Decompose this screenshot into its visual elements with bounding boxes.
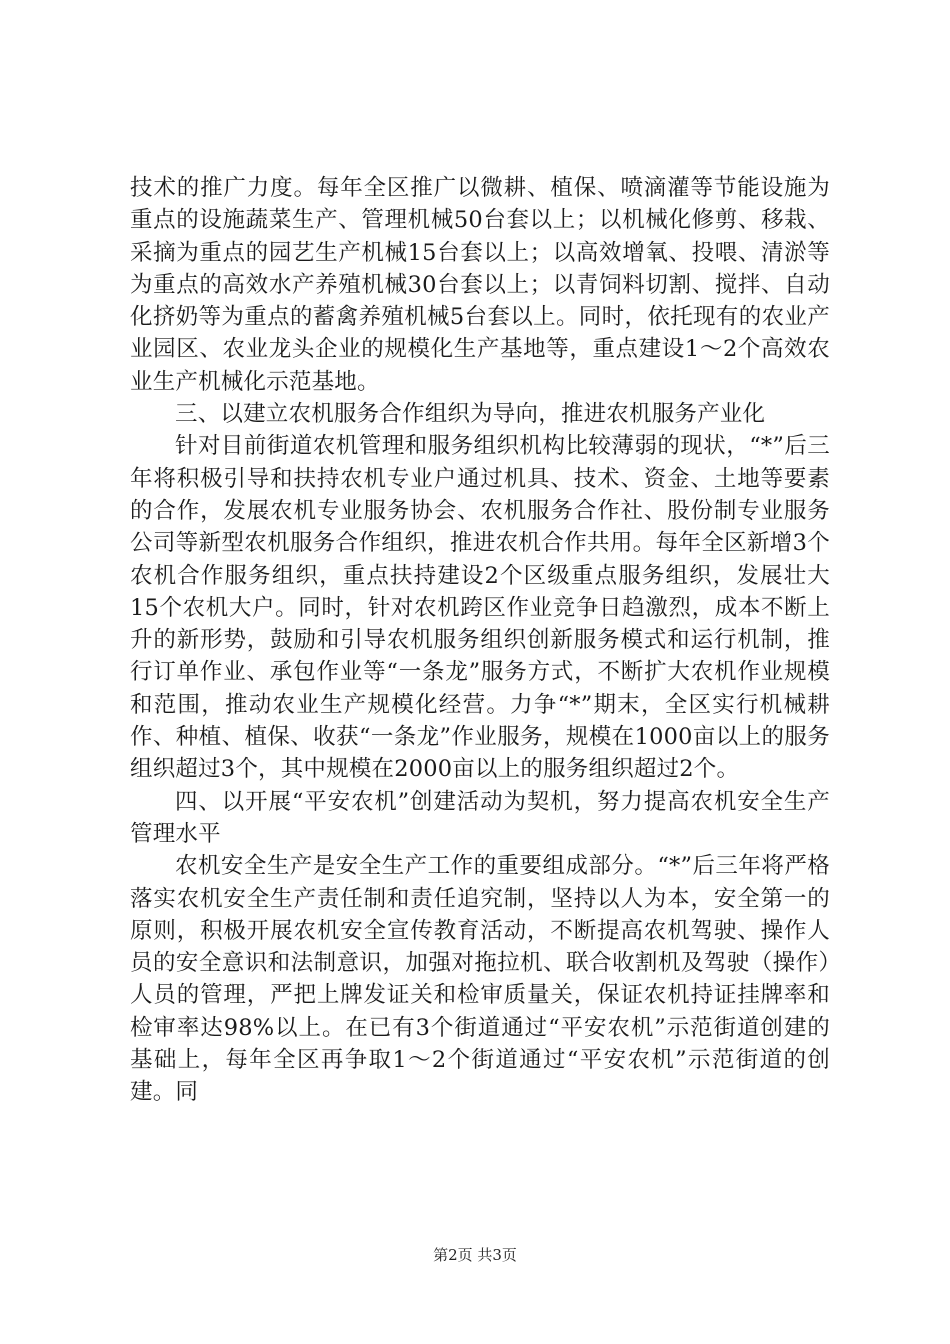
page-footer: 第2页 共3页 [433,1246,517,1264]
paragraph-3: 农机安全生产是安全生产工作的重要组成部分。“*”后三年将严格落实农机安全生产责任制和责任追究制，坚持以人为本，安全第一的原则，积极开展农机安全宣传教育活动，不断提高农机驾驶、操作人员的安全意识和法制意识，加强对拖拉机、联合收割机及驾驶（操作）人员的管理，严把上牌发证关和检审质量关，保证农机持证挂牌率和检审率达98%以上。在已有3个街道通过“平安农机”示范街道创建的基础上，每年全区再争取1～2个街道通过“平安农机”示范街道的创建。同 [130,853,830,1106]
paragraph-2: 针对目前街道农机管理和服务组织机构比较薄弱的现状，“*”后三年将积极引导和扶持农机专业户通过机具、技术、资金、土地等要素的合作，发展农机专业服务协会、农机服务合作社、股份制专业服务公司等新型农机服务合作组织，推进农机合作共用。每年全区新增3个农机合作服务组织，重点扶持建设2个区级重点服务组织，发展壮大15个农机大户。同时，针对农机跨区作业竞争日趋激烈，成本不断上升的新形势，鼓励和引导农机服务组织创新服务模式和运行机制，推行订单作业、承包作业等“一条龙”服务方式，不断扩大农机作业规模和范围，推动农业生产规模化经营。力争“*”期末，全区实行机械耕作、种植、植保、收获“一条龙”作业服务，规模在1000亩以上的服务组织超过3个，其中规模在2000亩以上的服务组织超过2个。 [130,433,830,783]
document-body [130,172,830,1109]
section-heading-4: 四、以开展“平安农机”创建活动为契机，努力提高农机安全生产管理水平 [130,788,830,847]
section-heading-3: 三、以建立农机服务合作组织为导向，推进农机服务产业化 [175,401,766,428]
paragraph-1: 技术的推广力度。每年全区推广以微耕、植保、喷滴灌等节能设施为重点的设施蔬菜生产、管理机械50台套以上；以机械化修剪、移栽、采摘为重点的园艺生产机械15台套以上；以高效增氧、投喂、清淤等为重点的高效水产养殖机械30台套以上；以青饲料切割、搅拌、自动化挤奶等为重点的蓄禽养殖机械5台套以上。同时，依托现有的农业产业园区、农业龙头企业的规模化生产基地等，重点建设1～2个高效农业生产机械化示范基地。 [130,175,830,395]
